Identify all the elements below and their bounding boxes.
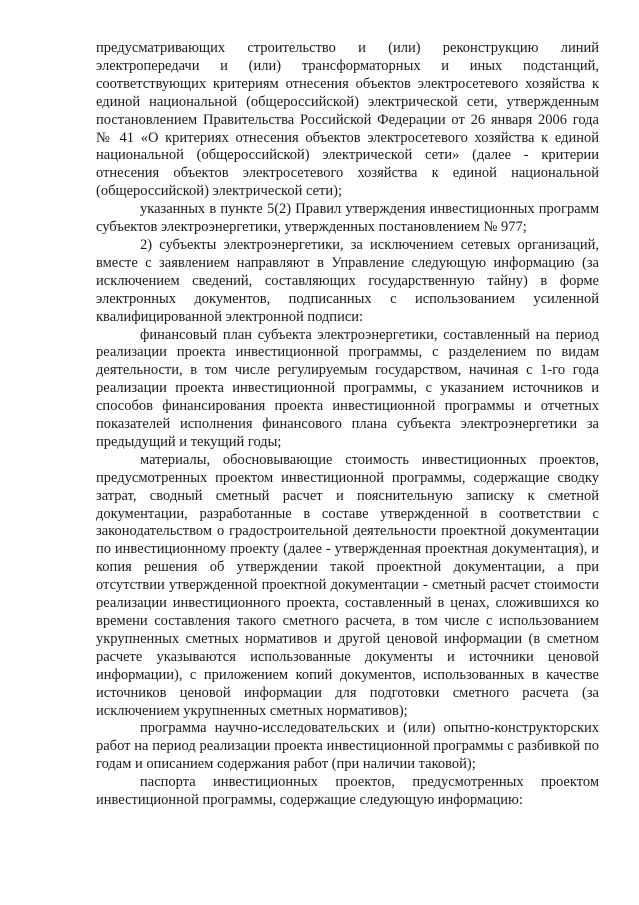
paragraph-financial-plan: финансовый план субъекта электроэнергетики, составленный на период реализации проекта инвестиционной программы, с разделением по видам деятельности, в том числе регулируемым государством, начиная с 1-го года реализации проекта инвестиционной программы, с указанием источников и способов финансирования проекта инвестиционной программы и отчетных показателей исполнения финансового плана субъекта электроэнергетики за предыдущий и текущий годы; [96, 326, 599, 450]
paragraph-clause-5-2: указанных в пункте 5(2) Правил утверждения инвестиционных программ субъектов электроэнергетики, утвержденных постановлением № 977; [96, 201, 599, 236]
paragraph-grid-criteria: предусматривающих строительство и (или) реконструкцию линий электропередачи и (или) трансформаторных и иных подстанций, соответствующих критериям отнесения объектов электросетевого хозяйства к единой национальной (общероссийской) электрической сети, утвержденным постановлением Правительства Российской Федерации от 26 января 2006 года № 41 «О критериях отнесения объектов электросетевого хозяйства к единой национальной (общероссийской) электрической сети» (далее - критерии отнесения объектов электросетевого хозяйства к единой национальной (общероссийской) электрической сети); [96, 40, 599, 200]
document-body [96, 40, 599, 810]
paragraph-cost-materials: материалы, обосновывающие стоимость инвестиционных проектов, предусмотренных проектом инвестиционной программы, содержащие сводку затрат, сводный сметный расчет и пояснительную записку к сметной документации, разработанные в составе утвержденной в соответствии с законодательством о градостроительной деятельности проектной документации по инвестиционному проекту (далее - утвержденная проектная документация), и копия решения об утверждении такой проектной документации, а при отсутствии утвержденной проектной документации - сметный расчет стоимости реализации инвестиционного проекта, составленный в ценах, сложившихся ко времени составления такого сметного расчета, в том числе с использованием укрупненных сметных нормативов и другой ценовой информации (в сметном расчете указываются использованные документы и источники ценовой информации), с приложением копий документов, использованных в качестве источников ценовой информации для подготовки сметного расчета (за исключением укрупненных сметных нормативов); [96, 451, 599, 719]
paragraph-project-passports: паспорта инвестиционных проектов, предусмотренных проектом инвестиционной программы, содержащие следующую информацию: [96, 774, 599, 809]
paragraph-item-2: 2) субъекты электроэнергетики, за исключением сетевых организаций, вместе с заявлением направляют в Управление следующую информацию (за исключением сведений, составляющих государственную тайну) в форме электронных документов, подписанных с использованием усиленной квалифицированной электронной подписи: [96, 236, 599, 325]
paragraph-rnd-program: программа научно-исследовательских и (или) опытно-конструкторских работ на период реализации проекта инвестиционной программы с разбивкой по годам и описанием содержания работ (при наличии таковой); [96, 720, 599, 773]
